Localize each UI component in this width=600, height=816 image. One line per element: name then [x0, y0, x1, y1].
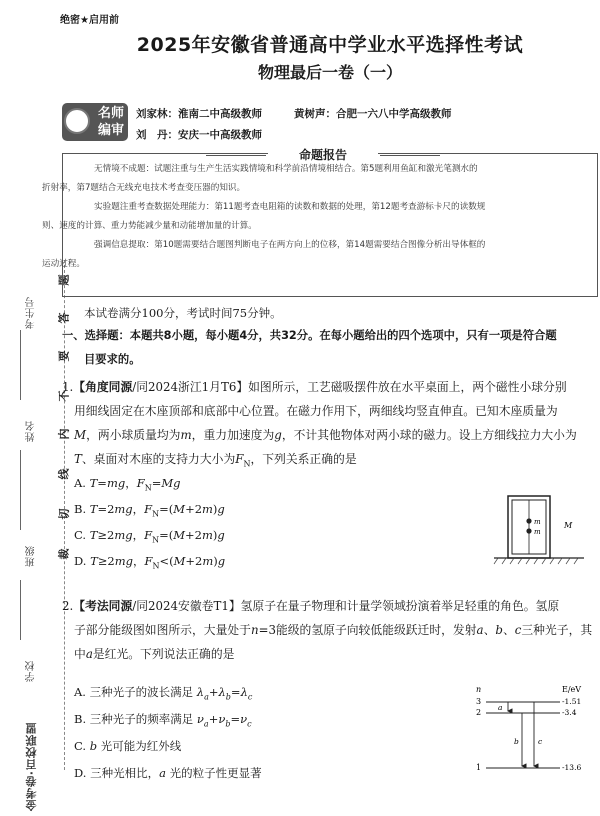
question-2 [62, 594, 598, 666]
editor-1: 刘家林：淮南二中高级教师 [136, 108, 262, 120]
seal-char: 要 [57, 350, 71, 362]
expert-badge [62, 103, 128, 141]
seal-char: 切 [57, 508, 71, 520]
q2-line-3: 中a是红光。下列说法正确的是 [74, 647, 235, 661]
seal-char: 题 [57, 274, 71, 286]
level-1-energy: -13.6 [562, 763, 582, 772]
q2-line-2: 子部分能级图如图所示，大量处于n=3能级的氢原子向较低能级跃迁时，发射a、b、c三种光子，其 [74, 623, 593, 637]
exam-number-line [20, 330, 21, 400]
level-2-n: 2 [476, 708, 482, 717]
ball-label-top: m [534, 518, 541, 526]
q1-figure [490, 490, 590, 570]
q1-line-1: 1.【角度同源/同2024浙江1月T6】如图所示，工艺磁吸摆件放在水平桌面上，两个磁性小球分别 [62, 380, 567, 394]
q1-line-4: T、桌面对木座的支持力大小为$F_N$，下列关系正确的是 [74, 452, 357, 469]
report-content [42, 160, 592, 274]
level-3-n: 3 [476, 697, 482, 706]
editor-2: 黄树声：合肥一六八中学高级教师 [294, 108, 452, 120]
report-title: 命题报告 [268, 146, 378, 163]
level-2-energy: -3.4 [562, 708, 577, 717]
transition-a-label: a [498, 703, 503, 712]
level-3-energy: -1.51 [562, 697, 582, 706]
q1-option-d[interactable]: D. T≥2mg，$F_N<(M+2m)g$ [74, 554, 226, 571]
energy-axis-label: E/eV [562, 685, 582, 694]
q2-option-c[interactable]: C. b 光可能为红外线 [74, 739, 182, 753]
exam-intro: 本试卷满分100分，考试时间75分钟。 [84, 306, 282, 320]
q1-option-a[interactable]: A. T=mg，$F_N=Mg$ [74, 476, 181, 493]
report-para-3: 强调信息提取：第10题需要结合题图判断电子在两方向上的位移，第14题需要结合图像分析出导体框的 运动过程。 [42, 240, 486, 269]
level-1-n: 1 [476, 763, 482, 772]
ball-label-bottom: m [534, 528, 541, 536]
q2-option-b[interactable]: B. 三种光子的频率满足 $\nu_a+\nu_b=\nu_c$ [74, 712, 252, 729]
league-label: 金考卷·百校联盟 [25, 722, 38, 812]
report-para-2: 实验题注重考查数据处理能力：第11题考查电阻箱的读数和数据的处理，第12题考查游标卡尺的读数规 则、速度的计算、重力势能减少量和动能增加量的计算。 [42, 202, 486, 231]
exam-subtitle: 物理最后一卷（一） [257, 63, 402, 82]
name-line [20, 450, 21, 530]
q2-option-d[interactable]: D. 三种光相比，a 光的粒子性更显著 [74, 766, 262, 780]
report-para-1: 无情境不成题：试题注重与生产生活实践情境和科学前沿情境相结合。第5题利用鱼缸和激光笔测水的 折射率，第7题结合无线充电技术考查变压器的知识。 [42, 164, 478, 193]
name-label: 姓名 [26, 420, 37, 442]
magnet-ball-top [526, 518, 531, 523]
q1-line-2: 用细线固定在木座顶部和底部中心位置。在磁力作用下，两细线均竖直伸直。已知木座质量为 [74, 404, 558, 418]
magnet-ball-bottom [526, 528, 531, 533]
q1-option-b[interactable]: B. T=2mg，$F_N=(M+2m)g$ [74, 502, 225, 519]
editor-3: 刘 丹：安庆一中高级教师 [136, 129, 262, 141]
seal-char: 答 [57, 312, 71, 324]
seal-char: 内 [57, 428, 71, 440]
q1-option-c[interactable]: C. T≥2mg，$F_N=(M+2m)g$ [74, 528, 225, 545]
table-hatching [494, 558, 578, 564]
question-1 [62, 375, 598, 476]
class-line [20, 580, 21, 640]
expert-icon [64, 108, 90, 134]
exam-number-label: 考生号 [26, 296, 37, 329]
q2-option-a[interactable]: A. 三种光子的波长满足 $\lambda_a+\lambda_b=\lambda_c$ [74, 685, 253, 702]
seal-char: 线 [57, 468, 71, 480]
exam-title: 2025年安徽省普通高中学业水平选择性考试 [136, 34, 524, 56]
class-label: 班级 [26, 545, 37, 567]
confidential-mark: 绝密★启用前 [60, 15, 119, 26]
seal-char: 裁 [57, 548, 71, 560]
badge-line-1: 名师 [97, 106, 124, 121]
q1-line-3: M，两小球质量均为m，重力加速度为g，不计其他物体对两小球的磁力。设上方细线拉力大小为 [74, 428, 577, 442]
transition-c-label: c [538, 737, 543, 746]
frame-mass-label: M [564, 521, 573, 530]
transition-b-label: b [514, 737, 519, 746]
seal-char: 不 [57, 390, 71, 402]
n-axis-label: n [476, 685, 482, 694]
badge-line-2: 编审 [97, 123, 124, 138]
section-1-heading: 一、选择题：本题共8小题，每小题4分，共32分。在每小题给出的四个选项中，只有一项是符合题 目要求的。 [62, 329, 557, 366]
q2-line-1: 2.【考法同源/同2024安徽卷T1】氢原子在量子物理和计量学领域扮演着举足轻重的角色。氢原 [62, 599, 560, 613]
school-label: 学校 [26, 660, 37, 682]
energy-level-figure [470, 684, 595, 779]
